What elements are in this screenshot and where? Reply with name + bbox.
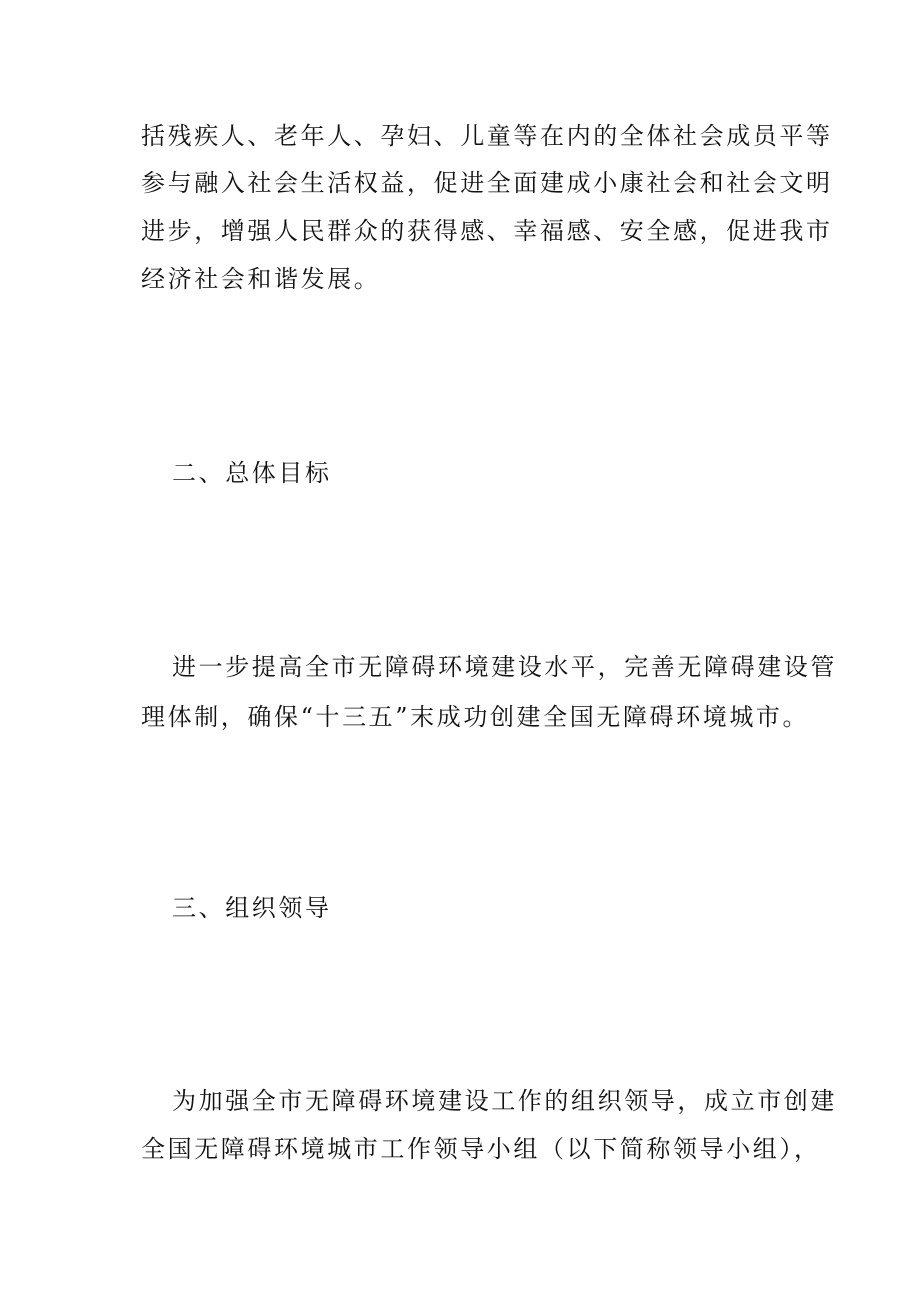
paragraph-3-line-2: 全国无障碍环境城市工作领导小组（以下简称领导小组）， [141,1135,821,1163]
section-heading-overall-goals: 二、总体目标 [172,459,332,487]
paragraph-1-line-2: 参与融入社会生活权益，促进全面建成小康社会和社会文明 [141,169,833,197]
paragraph-2-line-2: 理体制，确保“十三五”末成功创建全国无障碍环境城市。 [141,703,810,731]
paragraph-1-line-1: 括残疾人、老年人、孕妇、儿童等在内的全体社会成员平等 [141,122,833,150]
paragraph-2-line-1: 进一步提高全市无障碍环境建设水平，完善无障碍建设管 [172,653,837,681]
paragraph-1-line-3: 进步，增强人民群众的获得感、幸福感、安全感，促进我市 [141,217,833,245]
paragraph-3-line-1: 为加强全市无障碍环境建设工作的组织领导，成立市创建 [172,1087,837,1115]
paragraph-1-line-4: 经济社会和谐发展。 [141,265,381,293]
section-heading-organization-leadership: 三、组织领导 [172,894,332,922]
